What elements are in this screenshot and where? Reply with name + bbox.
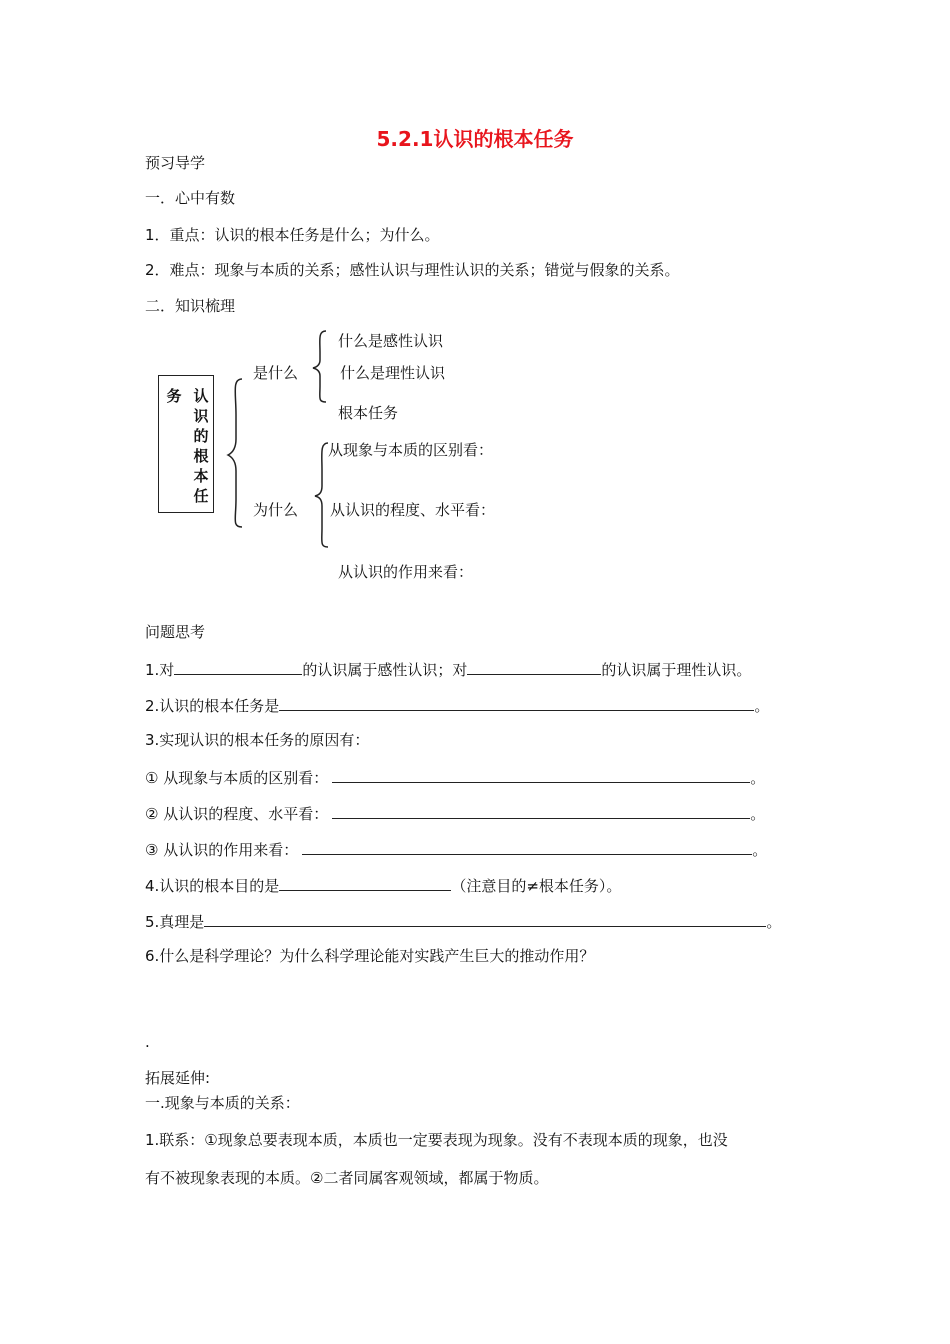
main-brace <box>226 375 246 531</box>
questions-heading: 问题思考 <box>145 623 206 641</box>
q1-prefix: 1.对 <box>145 661 175 679</box>
question-3: 3.实现认识的根本任务的原因有： <box>145 731 370 749</box>
q2-prefix: 2.认识的根本任务是 <box>145 697 280 715</box>
q3-1-prefix: ① 从现象与本质的区别看： <box>145 769 329 787</box>
q4-blank[interactable] <box>279 874 451 891</box>
q3-3-end: 。 <box>752 841 768 859</box>
question-3-3 <box>145 838 767 860</box>
q3-1-blank[interactable] <box>332 766 750 783</box>
key-point: 1．重点：认识的根本任务是什么；为什么。 <box>145 226 440 244</box>
q3-2-blank[interactable] <box>332 802 750 819</box>
question-6: 6.什么是科学理论？为什么科学理论能对实践产生巨大的推动作用？ <box>145 947 595 965</box>
stray-dot: . <box>145 1033 150 1051</box>
extension-subheading: 一.现象与本质的关系： <box>145 1094 300 1112</box>
q5-end: 。 <box>766 913 782 931</box>
q2-blank[interactable] <box>279 694 754 711</box>
q3-3-blank[interactable] <box>302 838 752 855</box>
q1-blank-1[interactable] <box>174 658 302 675</box>
question-1 <box>145 658 751 680</box>
q5-prefix: 5.真理是 <box>145 913 205 931</box>
what-item-1: 什么是感性认识 <box>338 332 444 350</box>
question-3-2 <box>145 802 765 824</box>
difficult-point: 2．难点：现象与本质的关系；感性认识与理性认识的关系；错觉与假象的关系。 <box>145 261 680 279</box>
why-item-1: 从现象与本质的区别看： <box>328 441 494 459</box>
part2-heading: 二．知识梳理 <box>145 297 236 315</box>
what-label: 是什么 <box>253 364 299 382</box>
extension-line-2: 有不被现象表现的本质。②二者同属客观领域，都属于物质。 <box>145 1169 549 1187</box>
topic-box-col-right: 认识的根本任 <box>193 387 209 505</box>
q3-3-prefix: ③ 从认识的作用来看： <box>145 841 299 859</box>
why-item-2: 从认识的程度、水平看： <box>330 501 496 519</box>
topic-box <box>158 375 214 513</box>
question-2 <box>145 694 769 716</box>
what-brace <box>310 328 328 404</box>
extension-heading: 拓展延伸: <box>145 1069 211 1087</box>
q3-2-prefix: ② 从认识的程度、水平看： <box>145 805 329 823</box>
q1-blank-2[interactable] <box>467 658 601 675</box>
q1-middle: 的认识属于感性认识；对 <box>302 661 468 679</box>
what-item-2: 什么是理性认识 <box>340 364 446 382</box>
part1-heading: 一．心中有数 <box>145 189 236 207</box>
page-title: 5.2.1认识的根本任务 <box>376 127 574 151</box>
q3-2-end: 。 <box>750 805 766 823</box>
question-3-1 <box>145 766 765 788</box>
extension-line-1: 1.联系：①现象总要表现本质，本质也一定要表现为现象。没有不表现本质的现象，也没 <box>145 1131 728 1149</box>
what-item-3: 根本任务 <box>338 404 399 422</box>
topic-box-col-left: 务 <box>166 387 182 405</box>
q5-blank[interactable] <box>204 910 766 927</box>
q4-prefix: 4.认识的根本目的是 <box>145 877 280 895</box>
q1-suffix: 的认识属于理性认识。 <box>601 661 752 679</box>
q3-1-end: 。 <box>750 769 766 787</box>
why-label: 为什么 <box>253 501 299 519</box>
question-4 <box>145 874 621 896</box>
q4-suffix: （注意目的≠根本任务）。 <box>451 877 622 895</box>
why-item-3: 从认识的作用来看： <box>338 563 474 581</box>
section-preview: 预习导学 <box>145 154 206 172</box>
q2-end: 。 <box>754 697 770 715</box>
question-5 <box>145 910 781 932</box>
